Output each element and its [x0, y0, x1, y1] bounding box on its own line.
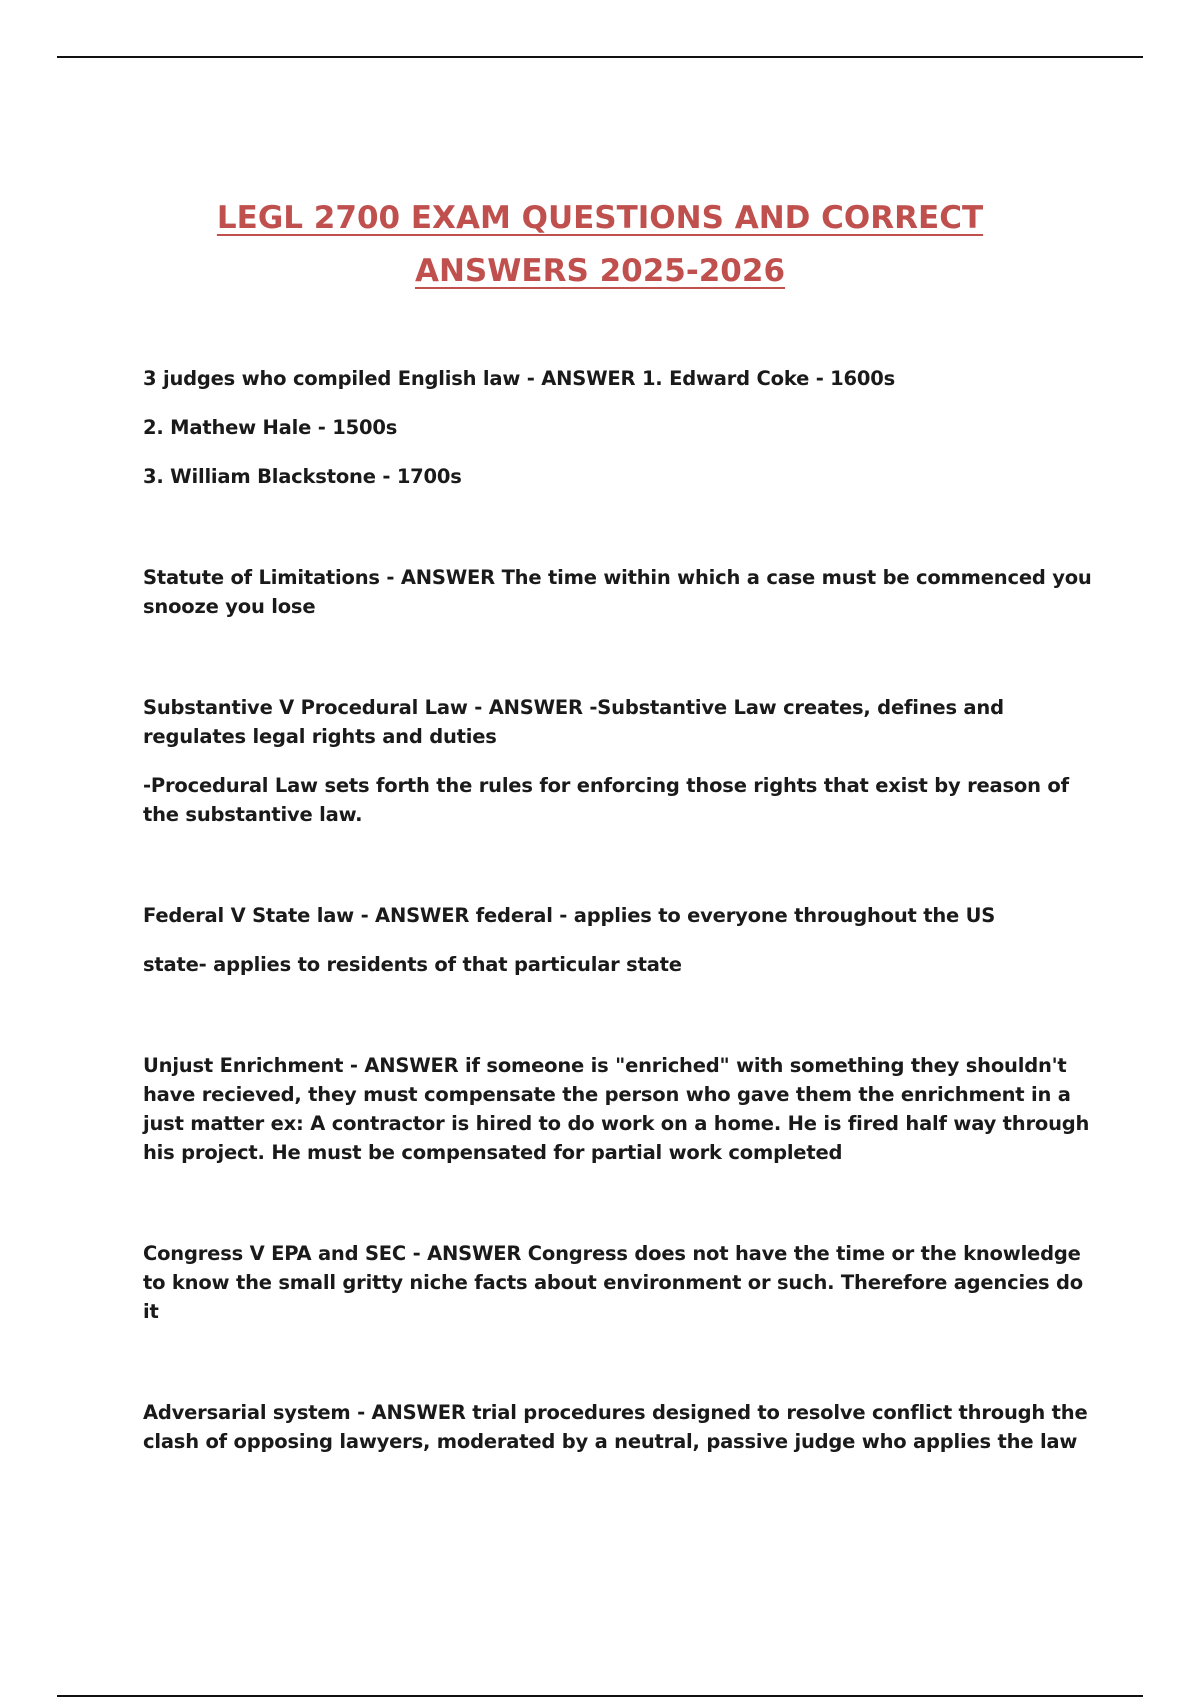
qa-paragraph: Federal V State law - ANSWER federal - applies to everyone throughout the US — [143, 904, 996, 927]
qa-paragraph: 3 judges who compiled English law - ANSWER 1. Edward Coke - 1600s — [143, 367, 896, 390]
qa-entry-statute-of-limitations — [143, 563, 1103, 621]
qa-entry-federal-state — [143, 901, 1103, 979]
title-line-2: ANSWERS 2025-2026 — [414, 253, 786, 289]
qa-paragraph: 3. William Blackstone - 1700s — [143, 465, 462, 488]
title-line-1: LEGL 2700 EXAM QUESTIONS AND CORRECT — [216, 200, 984, 236]
qa-entry-unjust-enrichment — [143, 1051, 1103, 1167]
footer-rule — [57, 1695, 1143, 1697]
qa-list — [143, 364, 1103, 1456]
header-rule — [57, 56, 1143, 58]
spacer — [143, 491, 1103, 563]
qa-paragraph: Unjust Enrichment - ANSWER if someone is "enriched" with something they shouldn't have recieved, they must compensate the person who gave them the enrichment in a just matter ex: A contractor is hired to do work on a home. He is fired half way through his project. He must be compensated for partial work completed — [143, 1054, 1090, 1164]
spacer — [143, 621, 1103, 693]
document-title — [100, 192, 1100, 298]
qa-entry-adversarial-system — [143, 1398, 1103, 1456]
qa-entry-english-law-judges — [143, 364, 1103, 491]
qa-entry-congress-agencies — [143, 1239, 1103, 1326]
qa-paragraph: 2. Mathew Hale - 1500s — [143, 416, 398, 439]
spacer — [143, 829, 1103, 901]
qa-paragraph: state- applies to residents of that particular state — [143, 953, 682, 976]
spacer — [143, 1326, 1103, 1398]
qa-paragraph: Substantive V Procedural Law - ANSWER -Substantive Law creates, defines and regulates legal rights and duties — [143, 696, 1004, 748]
spacer — [143, 1167, 1103, 1239]
qa-paragraph: Statute of Limitations - ANSWER The time within which a case must be commenced you snooze you lose — [143, 566, 1092, 618]
qa-paragraph: Adversarial system - ANSWER trial procedures designed to resolve conflict through the clash of opposing lawyers, moderated by a neutral, passive judge who applies the law — [143, 1401, 1088, 1453]
qa-paragraph: -Procedural Law sets forth the rules for enforcing those rights that exist by reason of the substantive law. — [143, 774, 1069, 826]
qa-entry-substantive-procedural — [143, 693, 1103, 829]
spacer — [143, 979, 1103, 1051]
qa-paragraph: Congress V EPA and SEC - ANSWER Congress does not have the time or the knowledge to know the small gritty niche facts about environment or such. Therefore agencies do it — [143, 1242, 1083, 1323]
